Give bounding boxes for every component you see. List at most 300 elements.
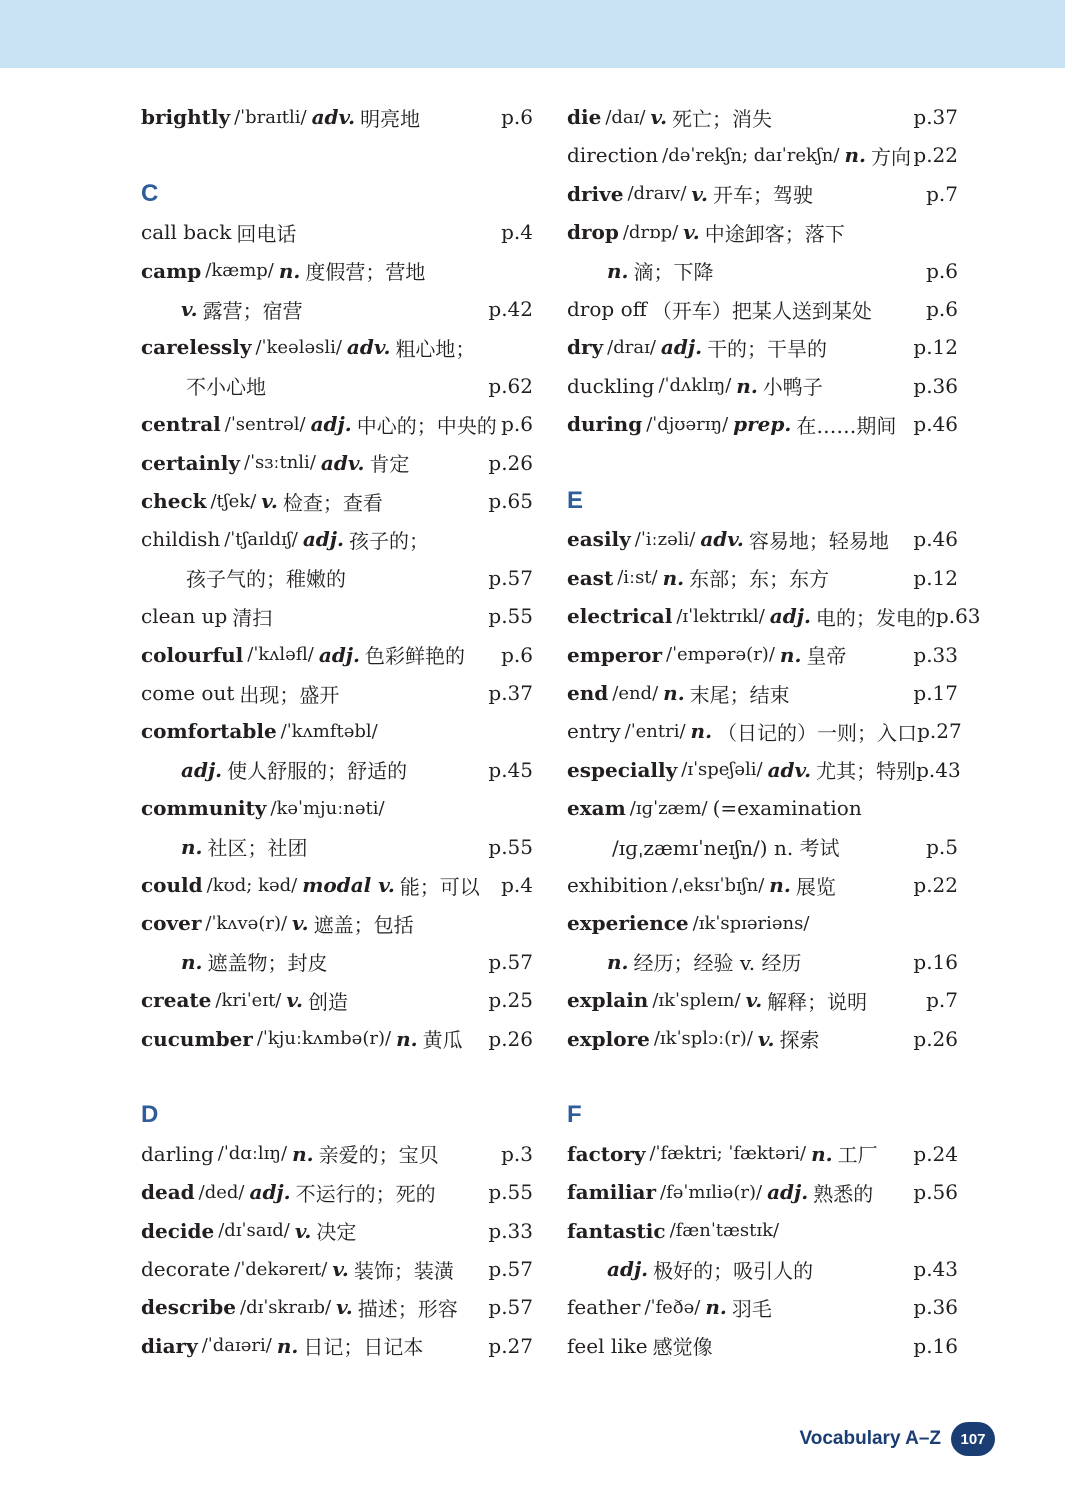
part-of-speech: adv.	[700, 527, 744, 552]
meaning: 感觉像	[652, 1335, 713, 1360]
vocab-entry	[141, 1329, 533, 1363]
headword: easily	[567, 527, 631, 552]
meaning: 东部；东；东方	[689, 567, 830, 592]
page-ref: p.4	[501, 220, 533, 245]
headword: drop off	[567, 297, 647, 321]
headword: explore	[567, 1026, 650, 1051]
part-of-speech: adj.	[181, 757, 223, 782]
vocab-entry	[567, 177, 958, 211]
vocab-entry	[141, 1137, 533, 1171]
headword: east	[567, 565, 614, 590]
vocab-entry	[141, 561, 533, 595]
page-ref: p.22	[913, 873, 958, 897]
part-of-speech: v.	[181, 297, 198, 321]
part-of-speech: v.	[650, 105, 668, 129]
meaning: 社区；社团	[207, 836, 308, 861]
footer-label: Vocabulary A–Z	[799, 1428, 941, 1449]
headword: fantastic	[567, 1218, 666, 1243]
headword: duckling	[567, 373, 655, 398]
page-ref: p.12	[913, 565, 958, 590]
page-ref: p.3	[501, 1141, 533, 1166]
meaning: 出现；盛开	[239, 682, 340, 707]
phonetic: /ˈfeðə/	[644, 1296, 701, 1318]
page-ref: p.16	[913, 1333, 958, 1358]
vocab-entry	[567, 369, 958, 403]
page-ref: p.63	[935, 604, 981, 629]
meaning: 中心的；中央的	[356, 413, 497, 438]
part-of-speech: adj.	[249, 1180, 291, 1205]
phonetic: /daɪ/	[605, 106, 646, 128]
vocab-entry	[567, 215, 958, 249]
headword: cucumber	[141, 1026, 253, 1051]
headword: factory	[567, 1141, 646, 1166]
phonetic: /draɪv/	[627, 183, 687, 205]
part-of-speech: n.	[705, 1295, 727, 1320]
meaning: 工厂	[837, 1143, 878, 1168]
page-ref: p.37	[913, 105, 958, 129]
page-number-badge: 107	[951, 1422, 995, 1456]
page-ref: p.46	[913, 527, 958, 552]
meaning: 遮盖物；封皮	[207, 951, 328, 976]
phonetic: /ɪˈlektrɪkl/	[676, 605, 765, 627]
vocab-entry	[567, 254, 958, 288]
phonetic: /ˈdɑːlɪŋ/	[217, 1143, 288, 1165]
vocab-entry	[567, 638, 958, 672]
page-ref: p.26	[488, 1026, 533, 1051]
page-ref: p.6	[501, 642, 533, 667]
headword: electrical	[567, 604, 673, 629]
meaning: 肯定	[369, 452, 410, 477]
phonetic: /ˈdekəreɪt/	[234, 1258, 328, 1280]
phonetic: /ˈkeələsli/	[255, 336, 342, 358]
headword: entry	[567, 719, 621, 744]
headword: check	[141, 489, 207, 513]
page-ref: p.43	[916, 757, 961, 782]
meaning: （开车）把某人送到某处	[651, 298, 872, 323]
page-ref: p.22	[913, 143, 958, 168]
meaning: 粗心地；	[395, 336, 476, 361]
page-footer	[800, 1422, 996, 1456]
part-of-speech: n.	[736, 373, 758, 398]
meaning: 小鸭子	[762, 375, 823, 400]
meaning: 日记；日记本	[303, 1335, 424, 1360]
meaning: 不小心地	[186, 375, 266, 400]
phonetic: /ˈiːzəli/	[634, 528, 696, 550]
headword: exhibition	[567, 873, 668, 897]
headword: create	[141, 988, 212, 1013]
vocab-entry	[567, 138, 958, 172]
vocab-entry	[141, 369, 533, 403]
meaning: 能；可以	[399, 874, 480, 899]
phonetic: /ˈtʃaɪldɪʃ/	[224, 528, 298, 550]
page-ref: p.56	[913, 1180, 958, 1205]
phonetic: /dɪˈskraɪb/	[240, 1296, 332, 1318]
part-of-speech: modal v.	[302, 873, 395, 897]
phonetic: /dəˈrekʃn; daɪˈrekʃn/	[662, 144, 840, 166]
meaning: /ɪɡˌzæmɪˈneɪʃn/) n. 考试	[612, 836, 840, 861]
vocab-entry	[141, 945, 533, 979]
meaning: 皇帝	[806, 644, 847, 669]
part-of-speech: adj.	[302, 527, 344, 552]
headword: could	[141, 873, 203, 897]
phonetic: /ɪɡˈzæm/	[629, 797, 708, 819]
headword: brightly	[141, 105, 231, 129]
vocab-entry	[141, 599, 533, 633]
phonetic: /ˈfæktri; ˈfæktəri/	[649, 1143, 807, 1165]
headword: describe	[141, 1295, 236, 1320]
part-of-speech: v.	[286, 988, 303, 1013]
meaning: 末尾；结束	[689, 682, 790, 707]
part-of-speech: n.	[769, 873, 791, 897]
vocab-entry	[141, 100, 533, 134]
phonetic: /ˈbraɪtli/	[234, 106, 307, 128]
phonetic: /tʃek/	[210, 490, 257, 512]
vocab-entry	[567, 1214, 958, 1248]
vocab-entry	[567, 407, 958, 441]
page-ref: p.27	[488, 1333, 533, 1358]
vocab-entry	[567, 292, 958, 326]
headword: drop	[567, 220, 619, 245]
vocab-entry	[567, 791, 958, 825]
vocab-entry	[567, 330, 958, 364]
vocab-entry	[567, 983, 958, 1017]
vocab-entry	[567, 1022, 958, 1056]
phonetic: /ɪˈspeʃəli/	[681, 759, 763, 781]
meaning: (=examination	[712, 796, 862, 821]
page-ref: p.26	[913, 1026, 958, 1051]
vocab-entry	[567, 599, 981, 633]
section-letter: F	[567, 1101, 582, 1129]
meaning: （日记的）一则；入口	[717, 720, 918, 745]
meaning: 孩子气的；稚嫩的	[186, 567, 346, 592]
phonetic: /ˈsɜːtnli/	[244, 452, 316, 474]
part-of-speech: v.	[336, 1295, 353, 1320]
part-of-speech: v.	[745, 988, 763, 1013]
page-ref: p.24	[913, 1141, 958, 1166]
vocab-entry	[567, 714, 962, 748]
phonetic: /dɪˈsaɪd/	[218, 1220, 290, 1242]
meaning: 使人舒服的；舒适的	[227, 759, 408, 784]
headword: call back	[141, 220, 232, 245]
vocab-entry	[141, 906, 533, 940]
vocab-entry	[141, 484, 533, 518]
page-ref: p.25	[488, 988, 533, 1013]
vocab-entry	[567, 1175, 958, 1209]
page-ref: p.42	[488, 297, 533, 321]
headword: diary	[141, 1333, 198, 1358]
meaning: 经历；经验 v. 经历	[633, 951, 802, 976]
vocab-entry	[141, 215, 533, 249]
headword: community	[141, 796, 267, 821]
page-ref: p.7	[926, 181, 958, 206]
meaning: 决定	[316, 1220, 357, 1245]
part-of-speech: n.	[779, 642, 802, 667]
meaning: 尤其；特别	[816, 759, 917, 784]
vocab-entry	[567, 522, 958, 556]
headword: comfortable	[141, 719, 277, 744]
page-ref: p.4	[501, 873, 533, 897]
headword: especially	[567, 757, 678, 782]
vocab-entry	[567, 868, 958, 902]
phonetic: /drɒp/	[622, 221, 679, 243]
page-ref: p.17	[913, 681, 958, 705]
vocab-entry	[141, 330, 533, 364]
phonetic: /fænˈtæstɪk/	[669, 1220, 780, 1242]
headword: colourful	[141, 642, 244, 667]
phonetic: /ɪkˈspɪəriəns/	[692, 912, 810, 934]
part-of-speech: v.	[757, 1026, 775, 1051]
meaning: 羽毛	[731, 1296, 772, 1321]
phonetic: /ˈkjuːkʌmbə(r)/	[256, 1028, 392, 1050]
vocab-entry	[141, 1252, 533, 1286]
phonetic: /draɪ/	[607, 336, 656, 358]
vocab-entry	[141, 1022, 533, 1056]
phonetic: /ˈsentrəl/	[224, 413, 306, 435]
meaning: 在……期间	[796, 413, 897, 438]
vocab-entry	[141, 1214, 533, 1248]
headword: certainly	[141, 450, 240, 475]
phonetic: /ɪkˈspleɪn/	[652, 989, 741, 1011]
page-ref: p.12	[913, 335, 958, 360]
headword: experience	[567, 911, 689, 936]
meaning: 滴；下降	[633, 260, 714, 285]
meaning: 度假营；营地	[305, 260, 426, 285]
phonetic: /end/	[612, 682, 659, 704]
meaning: 展览	[795, 874, 836, 899]
part-of-speech: adv.	[346, 335, 391, 360]
headword: carelessly	[141, 335, 252, 360]
page-ref: p.55	[488, 604, 533, 629]
phonetic: /kæmp/	[205, 260, 274, 282]
meaning: 熟悉的	[813, 1181, 874, 1206]
headword: emperor	[567, 642, 663, 667]
meaning: 孩子的；	[348, 528, 429, 553]
vocab-entry	[141, 791, 533, 825]
headword: dead	[141, 1180, 195, 1205]
meaning: 描述；形容	[357, 1296, 458, 1321]
vocab-entry	[141, 983, 533, 1017]
page-ref: p.55	[488, 834, 533, 859]
headword: decide	[141, 1218, 215, 1243]
meaning: 开车；驾驶	[712, 183, 813, 208]
part-of-speech: adj.	[769, 604, 811, 629]
headword: clean up	[141, 604, 228, 629]
phonetic: /ˈdjʊərɪŋ/	[646, 413, 729, 435]
meaning: 死亡；消失	[672, 106, 773, 131]
part-of-speech: v.	[261, 489, 278, 513]
header-band	[0, 0, 1065, 68]
meaning: 探索	[779, 1028, 820, 1053]
part-of-speech: n.	[292, 1141, 314, 1166]
headword: dry	[567, 335, 604, 360]
page-ref: p.7	[926, 988, 958, 1013]
headword: come out	[141, 681, 235, 705]
vocab-entry	[567, 830, 958, 864]
phonetic: /ˌeksɪˈbɪʃn/	[671, 874, 765, 896]
vocab-entry	[141, 638, 533, 672]
vocab-entry	[567, 753, 961, 787]
vocab-entry	[141, 830, 533, 864]
page-ref: p.6	[926, 258, 958, 283]
meaning: 回电话	[236, 221, 297, 246]
phonetic: /ded/	[198, 1181, 245, 1203]
vocab-entry	[141, 254, 533, 288]
meaning: 创造	[307, 989, 348, 1014]
vocab-entry	[567, 945, 958, 979]
phonetic: /ˈdʌklɪŋ/	[658, 375, 732, 397]
page-ref: p.43	[913, 1257, 958, 1281]
phonetic: /kriˈeɪt/	[215, 989, 282, 1011]
part-of-speech: n.	[607, 258, 629, 283]
phonetic: /kʊd; kəd/	[206, 874, 298, 896]
vocab-entry	[567, 1252, 958, 1286]
meaning: 不运行的；死的	[295, 1181, 436, 1206]
page-ref: p.37	[488, 681, 533, 705]
part-of-speech: adj.	[310, 412, 352, 437]
part-of-speech: adv.	[320, 450, 365, 475]
headword: feather	[567, 1295, 641, 1320]
part-of-speech: prep.	[733, 412, 792, 437]
part-of-speech: v.	[294, 1218, 312, 1243]
headword: direction	[567, 143, 659, 168]
headword: exam	[567, 796, 626, 821]
phonetic: /ɪkˈsplɔː(r)/	[653, 1028, 753, 1050]
section-letter: D	[141, 1101, 159, 1129]
page-ref: p.65	[488, 489, 533, 513]
part-of-speech: v.	[691, 181, 708, 206]
vocab-entry	[141, 868, 533, 902]
headword: central	[141, 412, 221, 437]
part-of-speech: adj.	[660, 335, 703, 360]
page-ref: p.55	[488, 1180, 533, 1205]
meaning: 露营；宿营	[202, 298, 303, 323]
part-of-speech: n.	[811, 1141, 833, 1166]
vocab-entry	[567, 561, 958, 595]
vocab-entry	[141, 446, 533, 480]
meaning: 亲爱的；宝贝	[318, 1143, 439, 1168]
page-ref: p.6	[501, 412, 533, 437]
vocab-entry	[141, 522, 533, 556]
page-ref: p.16	[913, 949, 958, 974]
section-letter: E	[567, 487, 584, 514]
meaning: 遮盖；包括	[313, 912, 414, 937]
vocab-entry	[141, 407, 533, 441]
headword: explain	[567, 988, 649, 1013]
headword: darling	[141, 1141, 214, 1166]
part-of-speech: n.	[278, 258, 301, 283]
vocab-entry	[567, 1290, 958, 1324]
part-of-speech: v.	[292, 911, 309, 936]
vocab-entry	[567, 906, 958, 940]
headword: drive	[567, 181, 624, 206]
page-ref: p.62	[488, 373, 533, 398]
part-of-speech: n.	[396, 1026, 418, 1051]
page-ref: p.57	[488, 1257, 533, 1281]
vocab-entry	[141, 676, 533, 710]
part-of-speech: n.	[607, 949, 629, 974]
phonetic: /ˈkʌmftəbl/	[280, 720, 378, 742]
part-of-speech: n.	[663, 681, 685, 705]
part-of-speech: adv.	[311, 105, 356, 129]
vocab-entry	[141, 292, 533, 326]
meaning: 极好的；吸引人的	[653, 1258, 814, 1283]
part-of-speech: adv.	[767, 757, 812, 782]
page-ref: p.27	[917, 719, 962, 744]
headword: childish	[141, 527, 221, 552]
part-of-speech: n.	[662, 565, 685, 590]
page-ref: p.36	[913, 373, 958, 398]
page-ref: p.6	[926, 297, 958, 321]
vocab-entry	[567, 1137, 958, 1171]
meaning: 色彩鲜艳的	[365, 644, 466, 669]
phonetic: /ˈempərə(r)/	[666, 644, 775, 666]
part-of-speech: n.	[181, 949, 203, 974]
page-ref: p.57	[488, 565, 533, 590]
meaning: 容易地；轻易地	[748, 528, 889, 553]
page-ref: p.26	[488, 450, 533, 475]
meaning: 中途卸客；落下	[704, 221, 845, 246]
meaning: 解释；说明	[767, 989, 868, 1014]
headword: cover	[141, 911, 202, 936]
meaning: 黄瓜	[422, 1028, 463, 1053]
vocab-entry	[567, 1329, 958, 1363]
headword: die	[567, 105, 602, 129]
phonetic: /ˈentri/	[624, 720, 686, 742]
vocab-entry	[567, 100, 958, 134]
part-of-speech: v.	[683, 220, 700, 245]
page-ref: p.6	[501, 105, 533, 129]
meaning: 装饰；装潢	[353, 1258, 454, 1283]
page-ref: p.45	[488, 757, 533, 782]
phonetic: /fəˈmɪliə(r)/	[660, 1181, 763, 1203]
phonetic: /ˈdaɪəri/	[201, 1335, 272, 1357]
phonetic: /kəˈmjuːnəti/	[270, 797, 385, 819]
page-ref: p.57	[488, 949, 533, 974]
part-of-speech: adj.	[318, 642, 361, 667]
vocab-entry	[141, 714, 533, 748]
vocab-entry	[141, 1290, 533, 1324]
vocab-entry	[141, 753, 533, 787]
part-of-speech: n.	[844, 143, 866, 168]
headword: feel like	[567, 1333, 648, 1358]
phonetic: /ˈkʌvə(r)/	[205, 912, 288, 934]
part-of-speech: n.	[181, 834, 203, 859]
meaning: 清扫	[232, 605, 273, 630]
part-of-speech: n.	[690, 719, 713, 744]
page-ref: p.33	[488, 1218, 533, 1243]
vocab-entry	[141, 1175, 533, 1209]
meaning: 方向	[870, 144, 911, 169]
page-ref: p.46	[913, 412, 958, 437]
phonetic: /ˈkʌləfl/	[247, 644, 314, 666]
vocab-entry	[567, 676, 958, 710]
part-of-speech: adj.	[767, 1180, 809, 1205]
headword: camp	[141, 258, 202, 283]
headword: end	[567, 681, 609, 705]
meaning: 干的；干旱的	[707, 336, 828, 361]
meaning: 检查；查看	[282, 490, 383, 515]
meaning: 明亮地	[360, 106, 421, 131]
headword: decorate	[141, 1257, 231, 1281]
phonetic: /iːst/	[617, 567, 658, 589]
part-of-speech: adj.	[607, 1257, 649, 1281]
page-ref: p.36	[913, 1295, 958, 1320]
headword: during	[567, 412, 643, 437]
page-ref: p.5	[926, 834, 958, 859]
page-ref: p.57	[488, 1295, 533, 1320]
part-of-speech: v.	[332, 1257, 349, 1281]
meaning: 电的；发电的	[815, 605, 936, 630]
